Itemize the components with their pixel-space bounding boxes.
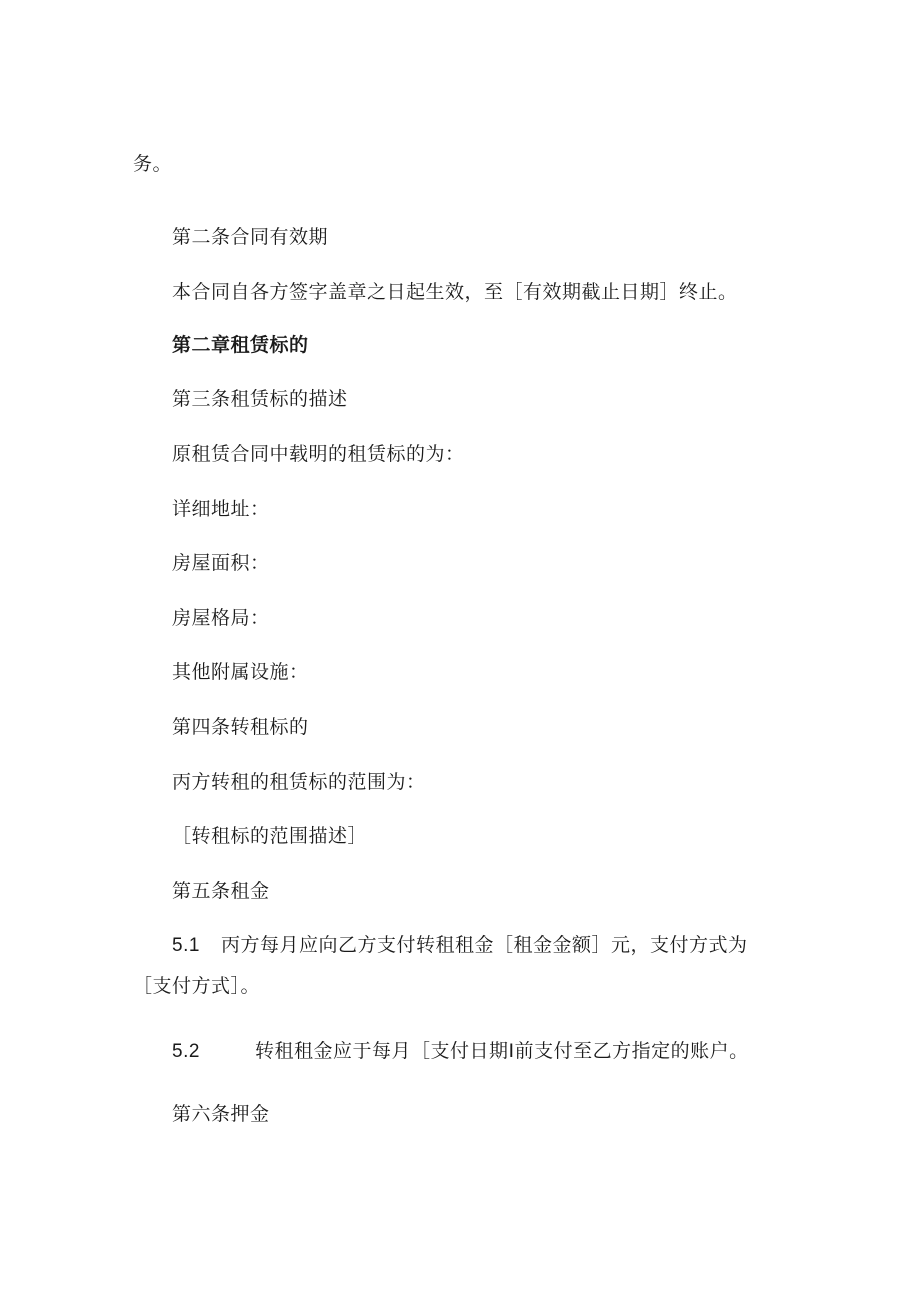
layout-field-label: 房屋格局： bbox=[172, 607, 270, 629]
article-4-title: 第四条转租标的 bbox=[172, 716, 309, 738]
article-4-intro: 丙方转租的租赁标的范围为： bbox=[172, 771, 426, 793]
facilities-field-label: 其他附属设施： bbox=[172, 661, 309, 683]
clause-5-1-number: 5.1 bbox=[172, 935, 200, 956]
article-4-scope: ［转租标的范围描述］ bbox=[172, 825, 368, 847]
article-6-title: 第六条押金 bbox=[172, 1103, 270, 1125]
clause-5-1 bbox=[172, 933, 748, 958]
article-3-title: 第三条租赁标的描述 bbox=[172, 388, 348, 410]
article-2-title: 第二条合同有效期 bbox=[172, 226, 329, 248]
clause-5-1-text: 丙方每月应向乙方支付转租租金［租金金额］元，支付方式为 bbox=[221, 934, 748, 956]
chapter-2-title: 第二章租赁标的 bbox=[172, 334, 309, 356]
clause-5-2-number: 5.2 bbox=[172, 1041, 200, 1062]
clause-5-1-continued: ［支付方式］。 bbox=[133, 975, 261, 997]
article-5-title: 第五条租金 bbox=[172, 880, 270, 902]
article-3-intro: 原租赁合同中载明的租赁标的为： bbox=[172, 443, 465, 465]
clause-5-2-text: 转租租金应于每月［支付日期I前支付至乙方指定的账户。 bbox=[255, 1040, 749, 1062]
area-field-label: 房屋面积： bbox=[172, 552, 270, 574]
continued-text: 务。 bbox=[133, 153, 173, 175]
article-2-body: 本合同自各方签字盖章之日起生效，至［有效期截止日期］终止。 bbox=[172, 281, 738, 303]
address-field-label: 详细地址： bbox=[172, 498, 270, 520]
clause-5-2 bbox=[172, 1039, 749, 1064]
